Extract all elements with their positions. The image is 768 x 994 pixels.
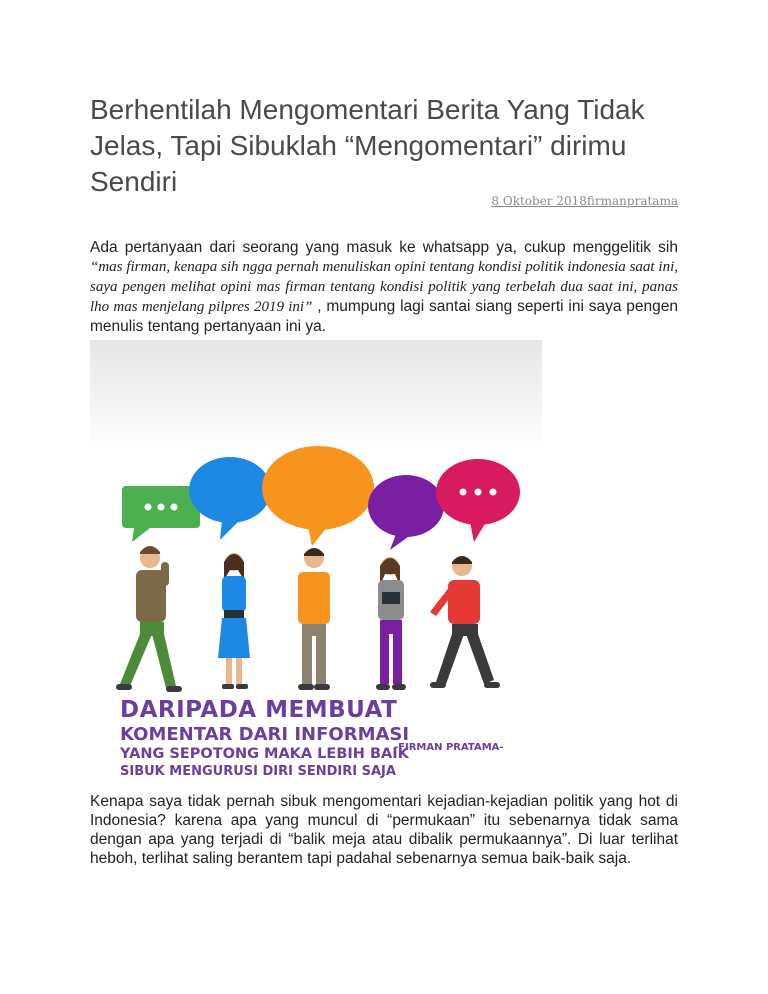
article-author-link[interactable]: firmanpratama [586,194,678,208]
article-meta [491,194,678,208]
article-illustration [90,340,542,784]
paragraph-1-quote: “mas firman, kenapa sih ngga pernah menuliskan opini tentang kondisi politik indonesia saat ini, saya pengen melihat opini mas firman tentang kondisi politik yang terbelah dua saat ini, panas lho mas menjelang pilpres 2019 ini” [90,259,678,315]
illustration-caption-line-1: DARIPADA MEMBUAT [120,697,398,723]
paragraph-1-intro: Ada pertanyaan dari seorang yang masuk ke whatsapp ya, cukup menggelitik sih [90,239,678,256]
article-title: Berhentilah Mengomentari Berita Yang Tidak Jelas, Tapi Sibuklah “Mengomentari” dirimu Sendiri [90,94,645,197]
article-paragraph-1 [90,238,678,336]
illustration-caption-line-4: SIBUK MENGURUSI DIRI SENDIRI SAJA [120,764,396,779]
article-paragraph-2: Kenapa saya tidak pernah sibuk mengomentari kejadian-kejadian politik yang hot di Indonesia? karena apa yang muncul di “permukaan” itu sebenarnya tidak sama dengan apa yang terjadi di “balik meja atau dibalik permukaannya”. Di luar terlihat heboh, terlihat saling berantem tapi padahal sebenarnya semua baik-baik saja. [90,793,678,867]
illustration-caption-line-3: YANG SEPOTONG MAKA LEBIH BAIK [120,746,409,762]
illustration-signature: -FIRMAN PRATAMA- [394,742,504,753]
paragraph-1-outro: , mumpung lagi santai siang seperti ini saya pengen menulis tentang pertanyaan ini ya. [90,298,679,335]
illustration-caption-line-2: KOMENTAR DARI INFORMASI [120,724,410,745]
article-date-link[interactable]: 8 Oktober 2018 [491,194,587,208]
